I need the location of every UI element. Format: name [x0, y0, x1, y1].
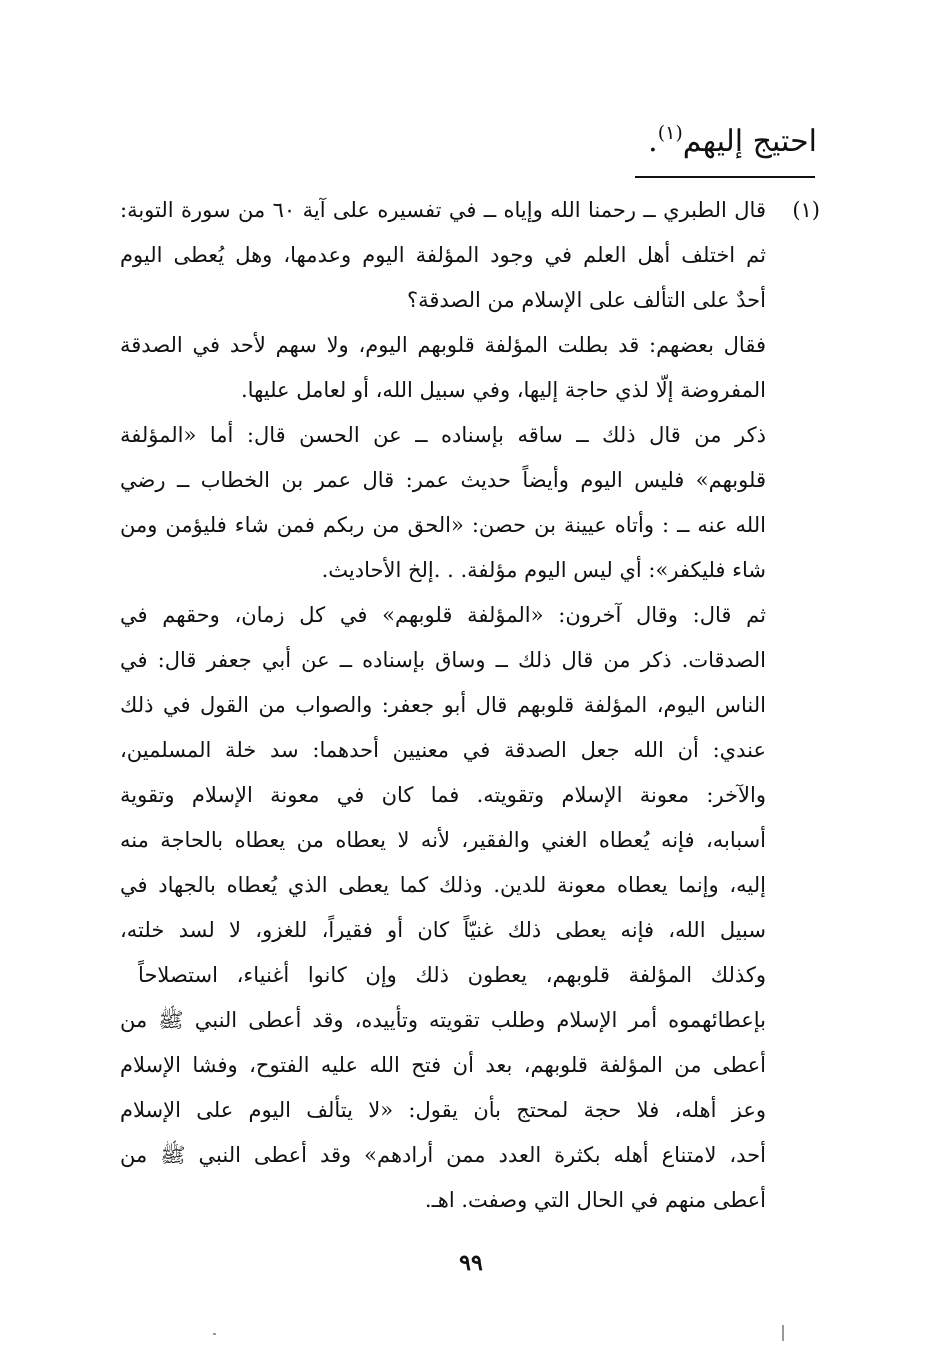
footnote-line: الناس اليوم، المؤلفة قلوبهم قال أبو جعفر: والصواب من القول في ذلك — [120, 693, 766, 717]
footnote-reference: (١) — [657, 122, 683, 144]
footnote-line: ثم اختلف أهل العلم في وجود المؤلفة اليوم وعدمها، وهل يُعطى اليوم — [120, 243, 766, 267]
footnote-line: أسبابه، فإنه يُعطاه الغني والفقير، لأنه لا يعطاه من يعطاه بالحاجة منه — [120, 828, 766, 852]
page-number: ٩٩ — [459, 1250, 483, 1276]
footnote-line: قال الطبري ــ رحمنا الله وإياه ــ في تفسيره على آية ٦٠ من سورة التوبة: — [120, 198, 766, 222]
footnote-line: والآخر: معونة الإسلام وتقويته. فما كان في معونة الإسلام وتقوية — [120, 783, 766, 807]
footnote-line: شاء فليكفر»: أي ليس اليوم مؤلفة. . .إلخ الأحاديث. — [321, 558, 766, 582]
footnote-line: أعطى منهم في الحال التي وصفت. اهـ. — [424, 1188, 766, 1212]
footnote-line: قلوبهم» فليس اليوم وأيضاً حديث عمر: قال عمر بن الخطاب ــ رضي — [120, 468, 766, 492]
footnote-line: إليه، وإنما يعطاه معونة للدين. وذلك كما يعطى الذي يُعطاه بالجهاد في — [120, 873, 766, 897]
footnote-number: (١) — [792, 198, 820, 222]
body-text-period: . — [648, 124, 658, 159]
footnote-line: سبيل الله، فإنه يعطى ذلك غنيّاً كان أو فقيراً، للغزو، لا لسد خلته، — [120, 918, 766, 942]
scan-speck — [213, 1333, 216, 1335]
body-text-line — [648, 108, 817, 167]
scan-speck — [782, 1325, 784, 1341]
footnote-line: أحدٌ على التألف على الإسلام من الصدقة؟ — [406, 288, 766, 312]
footnote-line: وعز أهله، فلا حجة لمحتج بأن يقول: «لا يتألف اليوم على الإسلام — [120, 1098, 766, 1122]
footnote-separator — [635, 176, 815, 178]
footnote-line: ثم قال: وقال آخرون: «المؤلفة قلوبهم» في كل زمان، وحقهم في — [120, 603, 766, 627]
footnote-line: فقال بعضهم: قد بطلت المؤلفة قلوبهم اليوم، ولا سهم لأحد في الصدقة — [120, 333, 766, 357]
footnote-line: أحد، لامتناع أهله بكثرة العدد ممن أرادهم» وقد أعطى النبي ﷺ من — [120, 1143, 766, 1167]
footnote-line: المفروضة إلّا لذي حاجة إليها، وفي سبيل الله، أو لعامل عليها. — [241, 378, 766, 402]
footnote-line: أعطى من المؤلفة قلوبهم، بعد أن فتح الله عليه الفتوح، وفشا الإسلام — [120, 1053, 766, 1077]
footnote-line: ذكر من قال ذلك ــ ساقه بإسناده ــ عن الحسن قال: أما «المؤلفة — [120, 423, 766, 447]
footnote-line: الصدقات. ذكر من قال ذلك ــ وساق بإسناده ــ عن أبي جعفر قال: في — [120, 648, 766, 672]
footnote-line: عندي: أن الله جعل الصدقة في معنيين أحدهما: سد خلة المسلمين، — [120, 738, 766, 762]
footnote — [120, 188, 820, 1223]
footnote-line: الله عنه ــ : وأتاه عيينة بن حصن: «الحق من ربكم فمن شاء فليؤمن ومن — [120, 513, 766, 537]
footnote-line: بإعطائهموه أمر الإسلام وطلب تقويته وتأييده، وقد أعطى النبي ﷺ من — [120, 1008, 766, 1032]
footnote-line: وكذلك المؤلفة قلوبهم، يعطون ذلك وإن كانوا أغنياء، استصلاحاً — [138, 963, 766, 987]
body-text: احتيج إليهم — [682, 124, 817, 159]
footnote-text — [120, 188, 766, 1223]
